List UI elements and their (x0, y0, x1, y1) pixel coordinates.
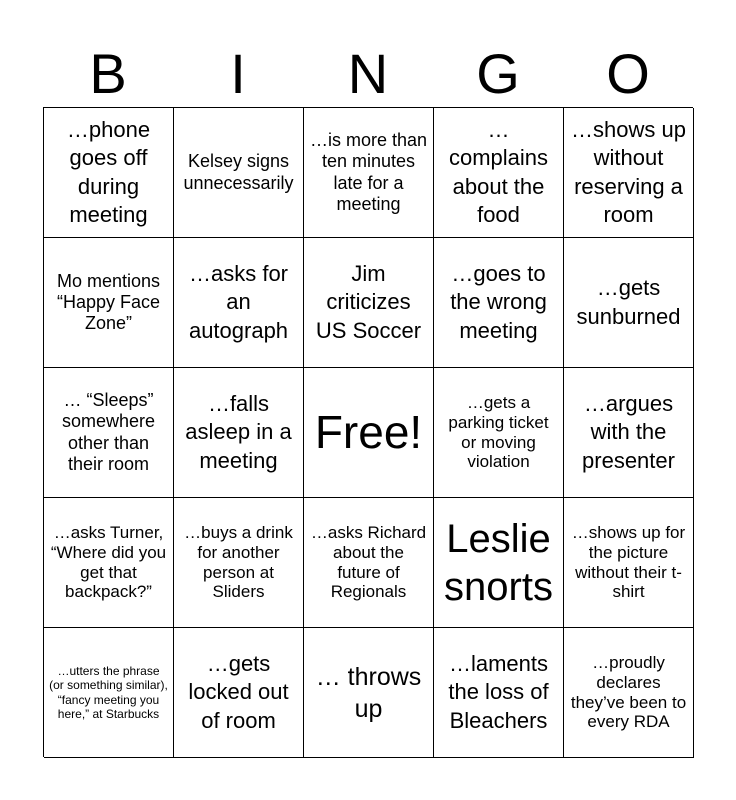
header-letter-i: I (230, 42, 246, 105)
bingo-cell-r4-c3[interactable]: …asks Richard about the future of Regionals (304, 498, 434, 628)
bingo-cell-r2-c1[interactable]: Mo mentions “Happy Face Zone” (44, 238, 174, 368)
bingo-cell-r2-c4[interactable]: …goes to the wrong meeting (434, 238, 564, 368)
header-letter-o: O (606, 42, 650, 105)
bingo-cell-r3-c5[interactable]: …argues with the presenter (564, 368, 694, 498)
bingo-cell-r3-c4[interactable]: …gets a parking ticket or moving violation (434, 368, 564, 498)
bingo-cell-r4-c1[interactable]: …asks Turner, “Where did you get that backpack?” (44, 498, 174, 628)
bingo-cell-r5-c3[interactable]: … throws up (304, 628, 434, 758)
bingo-cell-r5-c5[interactable]: …proudly declares they’ve been to every RDA (564, 628, 694, 758)
header-letter-b: B (89, 42, 127, 105)
header-letter-g: G (476, 42, 520, 105)
bingo-cell-r4-c5[interactable]: …shows up for the picture without their t-shirt (564, 498, 694, 628)
bingo-cell-r2-c2[interactable]: …asks for an autograph (174, 238, 304, 368)
bingo-cell-r1-c4[interactable]: … complains about the food (434, 108, 564, 238)
bingo-cell-r3-c2[interactable]: …falls asleep in a meeting (174, 368, 304, 498)
bingo-grid (43, 107, 693, 757)
bingo-cell-r1-c1[interactable]: …phone goes off during meeting (44, 108, 174, 238)
bingo-cell-r4-c4[interactable]: Leslie snorts (434, 498, 564, 628)
bingo-cell-r5-c1[interactable]: …utters the phrase (or something similar), “fancy meeting you here,” at Starbucks (44, 628, 174, 758)
bingo-header (43, 40, 693, 108)
bingo-cell-r4-c2[interactable]: …buys a drink for another person at Sliders (174, 498, 304, 628)
bingo-cell-r2-c3[interactable]: Jim criticizes US Soccer (304, 238, 434, 368)
bingo-cell-r5-c4[interactable]: …laments the loss of Bleachers (434, 628, 564, 758)
bingo-cell-r1-c2[interactable]: Kelsey signs unnecessarily (174, 108, 304, 238)
header-letter-n: N (347, 42, 389, 105)
bingo-cell-r5-c2[interactable]: …gets locked out of room (174, 628, 304, 758)
bingo-cell-r3-c1[interactable]: … “Sleeps” somewhere other than their room (44, 368, 174, 498)
bingo-cell-r2-c5[interactable]: …gets sunburned (564, 238, 694, 368)
free-space[interactable]: Free! (304, 368, 434, 498)
bingo-cell-r1-c3[interactable]: …is more than ten minutes late for a meeting (304, 108, 434, 238)
bingo-cell-r1-c5[interactable]: …shows up without reserving a room (564, 108, 694, 238)
